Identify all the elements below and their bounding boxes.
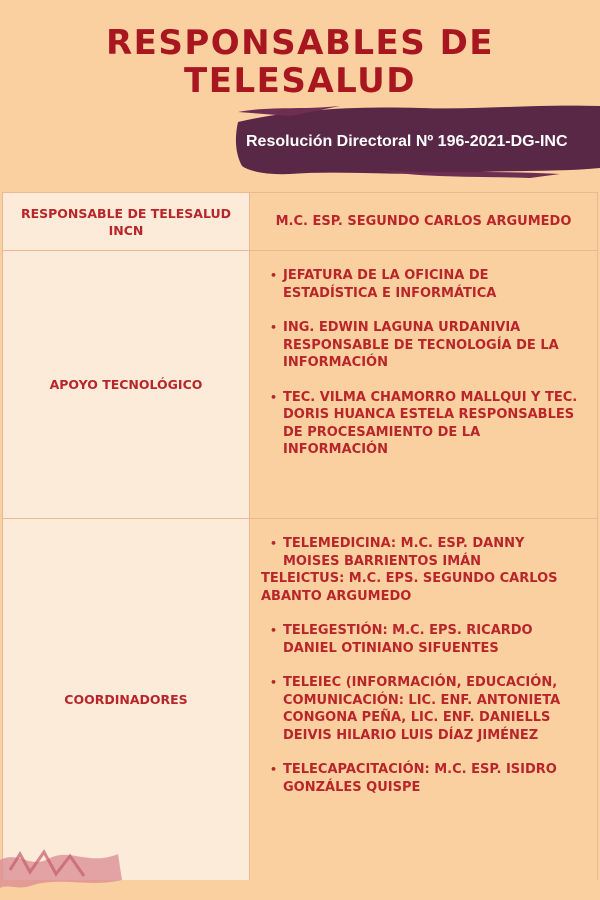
row-label: COORDINADORES xyxy=(3,519,250,880)
bullet-icon: • xyxy=(270,676,278,689)
bullet-icon: • xyxy=(270,390,278,404)
list-item: • TELEIEC (INFORMACIÓN, EDUCACIÓN, COMUNICACIÓN: LIC. ENF. ANTONIETA CONGONA PEÑA, LIC. ENF. DANIELLS DEIVIS HILARIO LUIS DÍAZ JIMÉNEZ xyxy=(270,675,561,743)
list-item: • TEC. VILMA CHAMORRO MALLQUI Y TEC. DORIS HUANCA ESTELA RESPONSABLES DE PROCESAMIENTO DE LA INFORMACIÓN xyxy=(270,389,578,457)
table-row xyxy=(3,251,597,519)
bullet-icon: • xyxy=(270,537,278,550)
table-row xyxy=(3,193,597,251)
table-row xyxy=(3,519,597,880)
row-content xyxy=(250,519,597,880)
list-subitem: TELEICTUS: M.C. EPS. SEGUNDO CARLOS ABANTO ARGUMEDO xyxy=(261,571,558,604)
title-line-1: RESPONSABLES DE xyxy=(105,23,495,63)
responsables-table xyxy=(2,192,598,880)
list-item: • TELECAPACITACIÓN: M.C. ESP. ISIDRO GONZÁLES QUISPE xyxy=(270,762,557,795)
row-label: APOYO TECNOLÓGICO xyxy=(3,251,250,518)
decorative-brush-corner xyxy=(0,840,130,900)
title-line-2: TELESALUD xyxy=(184,61,416,101)
list-item: • ING. EDWIN LAGUNA URDANIVIA RESPONSABLE DE TECNOLOGÍA DE LA INFORMACIÓN xyxy=(270,320,559,370)
bullet-icon: • xyxy=(270,763,278,776)
resolution-label: Resolución Directoral Nº 196-2021-DG-INC xyxy=(246,133,568,150)
row-value: M.C. ESP. SEGUNDO CARLOS ARGUMEDO xyxy=(250,193,597,250)
row-content xyxy=(250,251,597,518)
apoyo-list xyxy=(250,251,597,459)
list-item: • TELEMEDICINA: M.C. ESP. DANNY MOISES BARRIENTOS IMÁN TELEICTUS: M.C. EPS. SEGUNDO CARLOS ABANTO ARGUMEDO xyxy=(264,535,585,605)
list-item: • JEFATURA DE LA OFICINA DE ESTADÍSTICA E INFORMÁTICA xyxy=(270,268,497,301)
bullet-icon: • xyxy=(270,269,278,282)
bullet-icon: • xyxy=(270,624,278,637)
coordinadores-list xyxy=(250,519,597,796)
bullet-icon: • xyxy=(270,321,278,334)
page-title xyxy=(0,24,600,100)
row-label: RESPONSABLE DE TELESALUD INCN xyxy=(3,193,250,250)
list-item: • TELEGESTIÓN: M.C. EPS. RICARDO DANIEL OTINIANO SIFUENTES xyxy=(270,623,533,656)
